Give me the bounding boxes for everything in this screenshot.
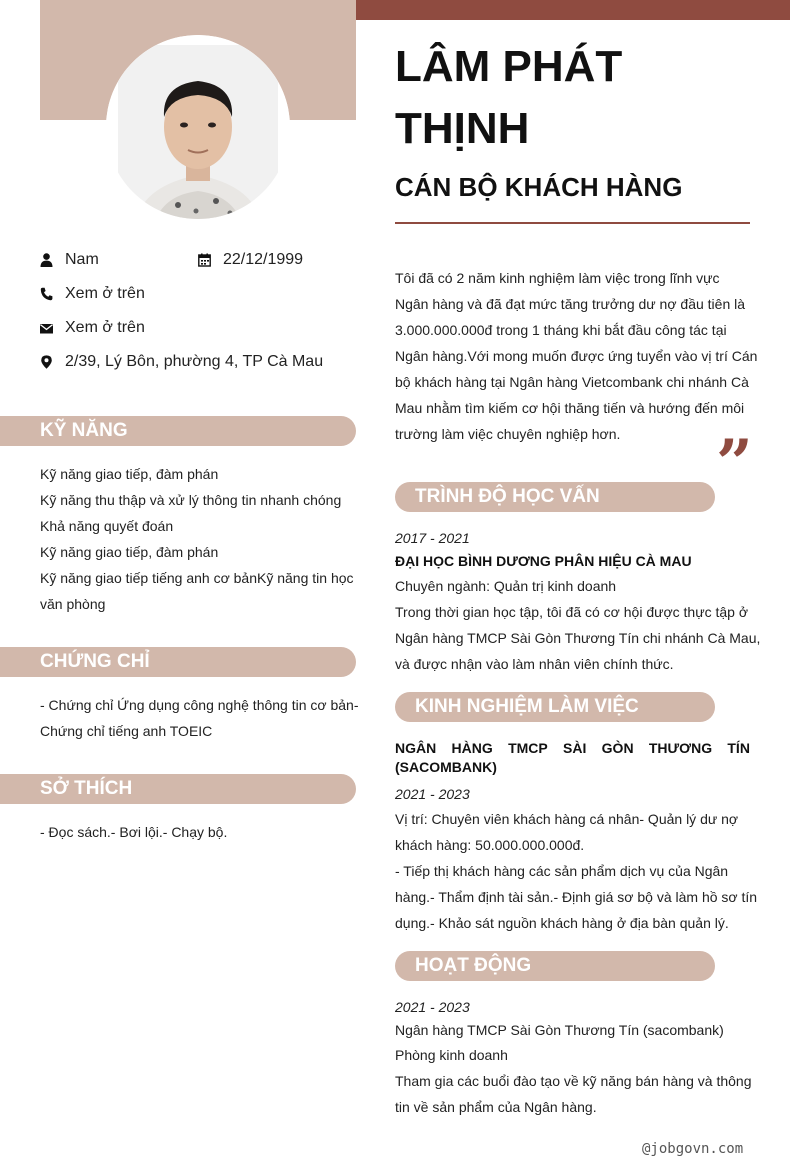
experience-section-header [395, 692, 715, 722]
phone-value: Xem ở trên [65, 285, 145, 302]
activities-org [395, 1018, 724, 1068]
skills-line: Kỹ năng giao tiếp tiếng anh cơ bảnKỹ năng tin học [40, 570, 354, 586]
hobbies-section-title: SỞ THÍCH [40, 778, 133, 799]
skills-line: Kỹ năng thu thập và xử lý thông tin nhanh chóng [40, 492, 342, 508]
company-word: NGÂN [395, 740, 437, 756]
experience-company-line-2: (SACOMBANK) [395, 759, 497, 775]
candidate-name [395, 36, 755, 160]
skills-section-title: KỸ NĂNG [40, 420, 128, 441]
email-value: Xem ở trên [65, 319, 145, 336]
birthday-row [198, 251, 303, 269]
avatar [106, 35, 290, 219]
watermark: @jobgovn.com [642, 1141, 744, 1157]
objective-line: bộ khách hàng tại Ngân hàng Vietcombank chi nhánh Cà [395, 374, 749, 390]
hobbies-list [40, 819, 227, 845]
activities-section-title: HOẠT ĐỘNG [415, 955, 532, 976]
education-line: Chuyên ngành: Quản trị kinh doanh [395, 578, 617, 594]
email-row [40, 319, 145, 337]
experience-line: dụng.- Khảo sát nguồn khách hàng ở địa bàn quản lý. [395, 915, 729, 931]
company-word: TÍN [727, 740, 750, 756]
activities-line: Tham gia các buổi đào tạo về kỹ năng bán hàng và thông [395, 1073, 752, 1089]
education-section-title: TRÌNH ĐỘ HỌC VẤN [415, 486, 600, 507]
experience-line: hàng.- Thẩm định tài sản.- Định giá sơ bộ và làm hồ sơ tín [395, 889, 758, 905]
phone-row [40, 285, 145, 303]
education-line: và được nhận vào làm nhân viên chính thức. [395, 656, 674, 672]
activities-details [395, 1068, 751, 1120]
quote-icon: ” [716, 426, 753, 501]
gender-value: Nam [65, 251, 99, 268]
phone-icon [40, 286, 53, 302]
avatar-portrait-image [106, 35, 290, 219]
activities-period: 2021 - 2023 [395, 999, 470, 1015]
company-word: TMCP [508, 740, 548, 756]
top-accent-bar [356, 0, 790, 20]
gender-row [40, 251, 99, 269]
experience-line: Vị trí: Chuyên viên khách hàng cá nhân- Quản lý dư nợ [395, 811, 739, 827]
activities-line: tin về sản phẩm của Ngân hàng. [395, 1099, 597, 1115]
candidate-name-line: LÂM PHÁT [395, 42, 623, 91]
experience-company-line [395, 740, 750, 756]
company-word: SÀI [563, 740, 587, 756]
activities-section-header [395, 951, 715, 981]
objective-line: trường làm việc chuyên nghiệp hơn. [395, 426, 621, 442]
map-pin-icon [40, 354, 53, 370]
mail-icon [40, 320, 53, 336]
calendar-icon [198, 252, 211, 268]
certificates-line: Chứng chỉ tiếng anh TOEIC [40, 723, 213, 739]
company-word: THƯƠNG [648, 740, 713, 756]
header-divider [395, 222, 750, 224]
candidate-name-line: THỊNH [395, 104, 530, 153]
experience-line: khách hàng: 50.000.000.000đ. [395, 837, 585, 853]
certificates-section-title: CHỨNG CHỈ [40, 651, 150, 672]
activities-line: Phòng kinh doanh [395, 1047, 508, 1063]
company-word: HÀNG [451, 740, 493, 756]
objective-line: Tôi đã có 2 năm kinh nghiệm làm việc trong lĩnh vực [395, 270, 720, 286]
skills-line: Kỹ năng giao tiếp, đàm phán [40, 466, 219, 482]
objective-line: Mau nhằm tìm kiếm cơ hội thăng tiến và hướng đến môi [395, 400, 745, 416]
objective-line: Ngân hàng.Với mong muốn được ứng tuyển vào vị trí Cán [395, 348, 758, 364]
experience-details [395, 806, 758, 936]
education-line: Ngân hàng TMCP Sài Gòn Thương Tín chi nhánh Cà Mau, [395, 630, 761, 646]
experience-period: 2021 - 2023 [395, 786, 470, 802]
education-period: 2017 - 2021 [395, 530, 470, 546]
education-details [395, 573, 760, 677]
skills-section-header [0, 416, 356, 446]
skills-line: Kỹ năng giao tiếp, đàm phán [40, 544, 219, 560]
certificates-list [40, 692, 359, 744]
skills-line: văn phòng [40, 596, 106, 612]
experience-section-title: KINH NGHIỆM LÀM VIỆC [415, 696, 639, 717]
objective-line: Ngân hàng và đã đạt mức tăng trưởng dư nợ đầu tiên là [395, 296, 746, 312]
activities-line: Ngân hàng TMCP Sài Gòn Thương Tín (sacombank) [395, 1022, 724, 1038]
experience-company [395, 740, 750, 775]
birthday-value: 22/12/1999 [223, 251, 304, 268]
experience-line: - Tiếp thị khách hàng các sản phẩm dịch vụ của Ngân [395, 863, 729, 879]
certificates-section-header [0, 647, 356, 677]
skills-line: Khả năng quyết đoán [40, 518, 174, 534]
certificates-line: - Chứng chỉ Ứng dụng công nghệ thông tin cơ bản- [40, 697, 359, 713]
job-title: CÁN BỘ KHÁCH HÀNG [395, 172, 683, 202]
objective-text [395, 265, 757, 447]
hobbies-section-header [0, 774, 356, 804]
education-section-header [395, 482, 715, 512]
education-school: ĐẠI HỌC BÌNH DƯƠNG PHÂN HIỆU CÀ MAU [395, 553, 692, 569]
education-line: Trong thời gian học tập, tôi đã có cơ hội được thực tập ở [395, 604, 749, 620]
user-icon [40, 252, 53, 268]
address-row [40, 353, 323, 371]
skills-list [40, 461, 354, 617]
address-value: 2/39, Lý Bôn, phường 4, TP Cà Mau [65, 353, 324, 370]
hobbies-line: - Đọc sách.- Bơi lội.- Chạy bộ. [40, 824, 228, 840]
company-word: GÒN [601, 740, 634, 756]
objective-line: 3.000.000.000đ trong 1 tháng khi bắt đầu công tác tại [395, 322, 727, 338]
